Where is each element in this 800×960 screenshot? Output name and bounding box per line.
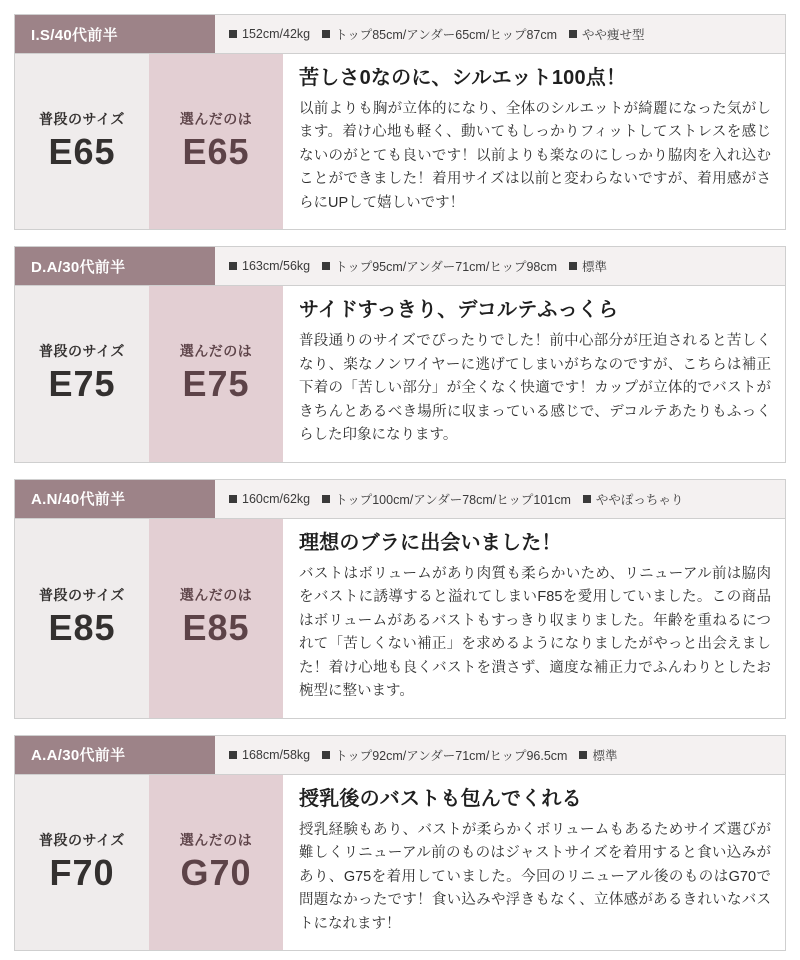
square-bullet-icon <box>322 262 330 270</box>
usual-size-value: E75 <box>48 363 116 405</box>
usual-size-value: E85 <box>48 607 116 649</box>
spec-item <box>569 257 607 275</box>
review-card <box>14 14 786 230</box>
usual-size-box <box>15 775 149 950</box>
spec-text: 152cm/42kg <box>242 27 311 41</box>
spec-item <box>569 25 645 43</box>
spec-text: 168cm/58kg <box>242 747 311 762</box>
review-card <box>14 246 786 462</box>
review-text <box>283 775 785 950</box>
spec-text: 163cm/56kg <box>242 259 311 274</box>
review-header <box>15 15 785 54</box>
review-body <box>15 54 785 229</box>
review-title: 苦しさ0なのに、シルエット100点！ <box>299 67 627 89</box>
chosen-size-box <box>149 54 283 229</box>
reviewer-specs <box>215 15 785 53</box>
usual-size-label: 普段のサイズ <box>39 587 125 604</box>
spec-text: 標準 <box>582 260 608 275</box>
square-bullet-icon <box>583 495 591 503</box>
review-title: サイドすっきり、デコルテふっくら <box>299 299 619 322</box>
spec-text: トップ100cm/アンダー78cm/ヒップ101cm <box>335 492 571 507</box>
review-comment: 普段通りのサイズでぴったりでした！前中心部分が圧迫されると苦しくなり、楽なノンワイヤーに逃げてしまいがちなのですが、こちらは補正下着の「苦しい部分」が全くなく快適です！カップが立体的でバストがきちんとあるべき場所に収まっている感じで、デコルテあたりもふっくらした印象になります。 <box>299 333 771 444</box>
review-body <box>15 775 785 950</box>
reviewer-name: D.A/30代前半 <box>15 247 215 285</box>
square-bullet-icon <box>579 751 587 759</box>
usual-size-value: F70 <box>49 851 115 893</box>
spec-text: トップ85cm/アンダー65cm/ヒップ87cm <box>335 28 558 42</box>
reviewer-name: A.A/30代前半 <box>15 736 215 774</box>
spec-text: 160cm/62kg <box>242 491 311 506</box>
spec-item <box>229 27 310 41</box>
spec-item <box>229 492 310 506</box>
spec-text: トップ95cm/アンダー71cm/ヒップ98cm <box>335 260 558 275</box>
review-card <box>14 735 786 951</box>
review-body <box>15 286 785 461</box>
spec-text: 標準 <box>592 748 618 763</box>
square-bullet-icon <box>229 262 237 270</box>
review-comment: 授乳経験もあり、バストが柔らかくボリュームもあるためサイズ選びが難しくリニューアル前のものはジャストサイズを着用すると食い込みがあり、G75を着用していました。今回のリニューアル後のものはG70で問題なかったです！食い込みや浮きもなく、立体感があるきれいなバストになれます！ <box>299 821 771 932</box>
square-bullet-icon <box>569 30 577 38</box>
review-header <box>15 736 785 775</box>
square-bullet-icon <box>229 751 237 759</box>
review-header <box>15 247 785 286</box>
chosen-size-label: 選んだのは <box>179 587 253 604</box>
square-bullet-icon <box>229 30 237 38</box>
usual-size-label: 普段のサイズ <box>39 831 125 848</box>
review-header <box>15 480 785 519</box>
spec-item <box>322 746 567 764</box>
chosen-size-box <box>149 286 283 461</box>
spec-item <box>229 748 310 762</box>
review-comment: 以前よりも胸が立体的になり、全体のシルエットが綺麗になった気がします。着け心地も軽く、動いてもしっかりフィットしてストレスを感じないのがとても良いです！以前よりも楽なのにしっかり脇肉を入れ込むことができました！着用サイズは以前と変わらないですが、着用感がさらにUPして嬉しいです！ <box>299 101 771 211</box>
spec-item <box>579 746 617 764</box>
spec-item <box>229 259 310 273</box>
review-card <box>14 479 786 719</box>
usual-size-box <box>15 54 149 229</box>
square-bullet-icon <box>322 751 330 759</box>
chosen-size-label: 選んだのは <box>179 831 253 848</box>
usual-size-value: E65 <box>48 130 116 172</box>
review-title: 授乳後のバストも包んでくれる <box>299 787 582 810</box>
chosen-size-label: 選んだのは <box>179 110 253 127</box>
chosen-size-value: E85 <box>182 607 250 649</box>
reviewer-specs <box>215 480 785 518</box>
review-body <box>15 519 785 718</box>
review-comment: バストはボリュームがあり肉質も柔らかいため、リニューアル前は脇肉をバストに誘導すると溢れてしまいF85を愛用していました。この商品はボリュームがあるバストもすっきり収まりました。年齢を重ねるにつれて「苦しくない補正」を求めるようになりましたがやっと出会えました！着け心地も良くバストを潰さず、適度な補正力でふんわりとしたお椀型に整います。 <box>299 565 771 700</box>
reviewer-name: A.N/40代前半 <box>15 480 215 518</box>
square-bullet-icon <box>569 262 577 270</box>
reviewer-specs <box>215 247 785 285</box>
spec-item <box>322 257 557 275</box>
review-text <box>283 54 785 229</box>
usual-size-box <box>15 519 149 718</box>
spec-item <box>583 490 684 508</box>
square-bullet-icon <box>229 495 237 503</box>
chosen-size-value: E75 <box>182 363 250 405</box>
chosen-size-label: 選んだのは <box>179 343 253 360</box>
usual-size-label: 普段のサイズ <box>39 343 125 360</box>
reviewer-specs <box>215 736 785 774</box>
chosen-size-box <box>149 775 283 950</box>
spec-text: やや痩せ型 <box>582 28 645 42</box>
spec-text: ややぽっちゃり <box>595 492 684 507</box>
usual-size-box <box>15 286 149 461</box>
reviewer-name: I.S/40代前半 <box>15 15 215 53</box>
review-text <box>283 286 785 461</box>
chosen-size-value: G70 <box>180 851 252 893</box>
spec-text: トップ92cm/アンダー71cm/ヒップ96.5cm <box>335 748 568 763</box>
square-bullet-icon <box>322 30 330 38</box>
chosen-size-value: E65 <box>182 130 250 172</box>
spec-item <box>322 490 571 508</box>
review-title: 理想のブラに出会いました！ <box>299 531 562 554</box>
spec-item <box>322 25 557 43</box>
square-bullet-icon <box>322 495 330 503</box>
chosen-size-box <box>149 519 283 718</box>
review-text <box>283 519 785 718</box>
usual-size-label: 普段のサイズ <box>39 110 125 127</box>
